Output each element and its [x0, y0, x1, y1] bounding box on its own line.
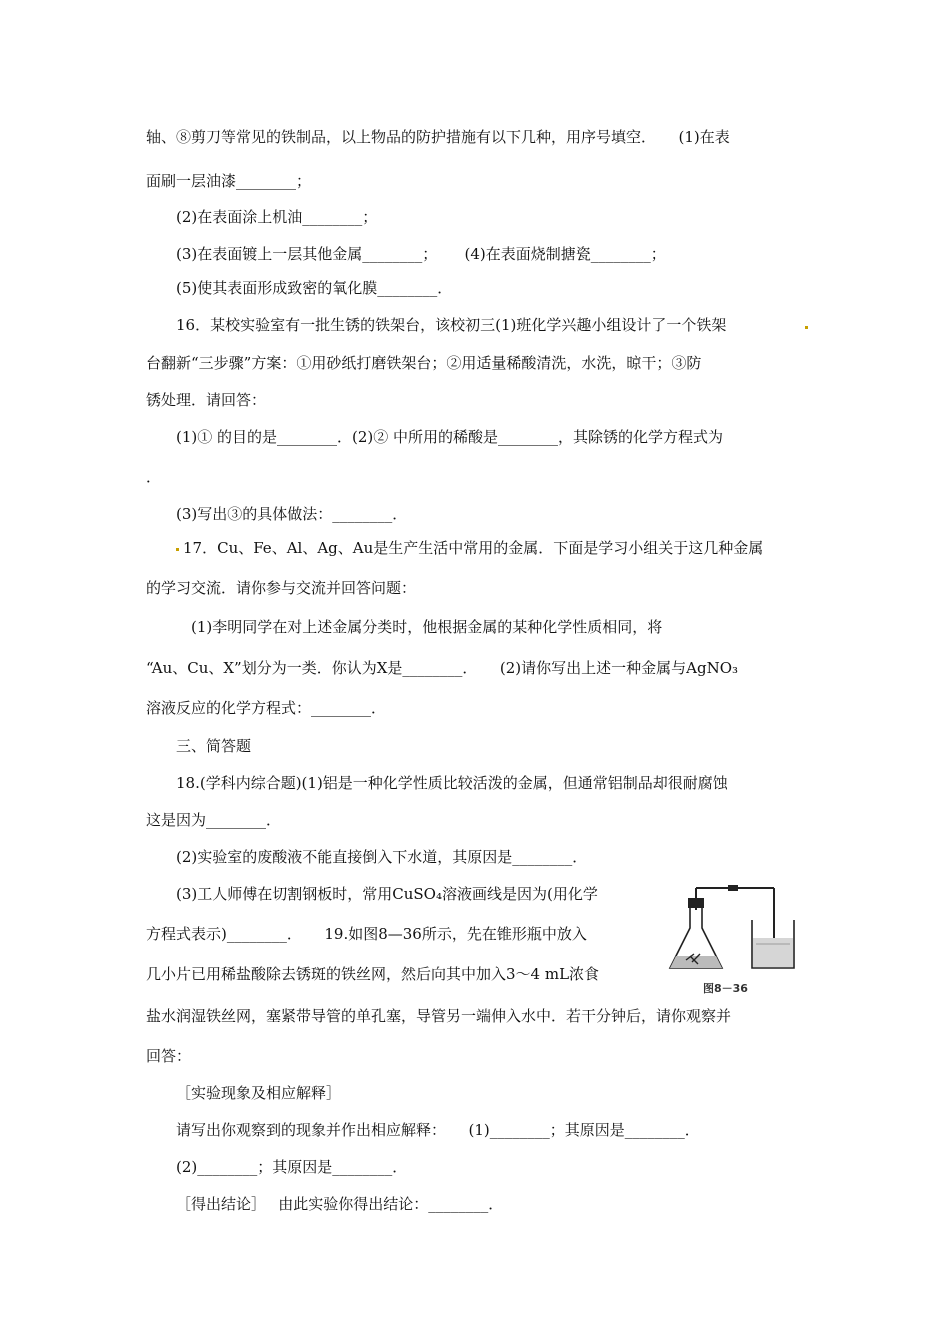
marker-dot — [805, 326, 808, 329]
text-line: ［实验现象及相应解释］ — [176, 1084, 342, 1102]
text-line: 方程式表示)________． 19.如图8—36所示，先在锥形瓶中放入 — [146, 925, 587, 943]
text-line: (3)在表面镀上一层其他金属________； (4)在表面烧制搪瓷________； — [176, 245, 666, 263]
text-line: ［得出结论］ 由此实验你得出结论：________． — [176, 1195, 504, 1213]
text-line: (3)工人师傅在切割钢板时，常用CuSO₄溶液画线是因为(用化学 — [176, 885, 598, 903]
beaker-water — [753, 938, 793, 967]
text-line: (5)使其表面形成致密的氧化膜________． — [176, 279, 453, 297]
text-line: 几小片已用稀盐酸除去锈斑的铁丝网，然后向其中加入3～4 mL浓食 — [146, 965, 600, 983]
figure-caption: 图8－36 — [703, 982, 748, 995]
text-line: 17．Cu、Fe、Al、Ag、Au是生产生活中常用的金属．下面是学习小组关于这几种金属 — [183, 539, 764, 557]
text-line: (2)实验室的废酸液不能直接倒入下水道，其原因是________． — [176, 848, 588, 866]
text-line: 请写出你观察到的现象并作出相应解释： (1)________；其原因是________． — [176, 1121, 700, 1139]
marker-dot — [176, 548, 179, 551]
tube-clamp — [728, 885, 738, 891]
section-heading: 三、简答题 — [176, 737, 252, 755]
text-line: 盐水润湿铁丝网，塞紧带导管的单孔塞，导管另一端伸入水中．若干分钟后，请你观察并 — [146, 1007, 732, 1025]
text-line: (1)李明同学在对上述金属分类时，他根据金属的某种化学性质相同，将 — [191, 618, 663, 636]
text-line: ． — [146, 468, 162, 486]
text-line: 这是因为________． — [146, 811, 282, 829]
text-line: (1)① 的目的是________．(2)② 中所用的稀酸是________，其除锈的化学方程式为 — [176, 428, 724, 446]
text-line: 台翻新“三步骤”方案：①用砂纸打磨铁架台；②用适量稀酸清洗，水洗，晾干；③防 — [146, 354, 702, 372]
text-line: 锈处理．请回答： — [146, 391, 267, 409]
text-line: “Au、Cu、X”划分为一类．你认为X是________． (2)请你写出上述一种金属与AgNO₃ — [146, 659, 739, 677]
text-line: (3)写出③的具体做法：________． — [176, 505, 408, 523]
text-line: 溶液反应的化学方程式：________． — [146, 699, 387, 717]
text-line: (2)________；其原因是________． — [176, 1158, 408, 1176]
text-line: 面刷一层油漆________； — [146, 172, 312, 190]
text-line: 的学习交流．请你参与交流并回答问题： — [146, 579, 417, 597]
text-line: (2)在表面涂上机油________； — [176, 208, 378, 226]
text-line: 18.(学科内综合题)(1)铝是一种化学性质比较活泼的金属，但通常铝制品却很耐腐蚀 — [176, 774, 728, 792]
text-line: 轴、⑧剪刀等常见的铁制品，以上物品的防护措施有以下几种，用序号填空． (1)在表 — [146, 128, 730, 146]
text-line: 16．某校实验室有一批生锈的铁架台，该校初三(1)班化学兴趣小组设计了一个铁架 — [176, 316, 727, 334]
text-line: 回答： — [146, 1047, 192, 1065]
